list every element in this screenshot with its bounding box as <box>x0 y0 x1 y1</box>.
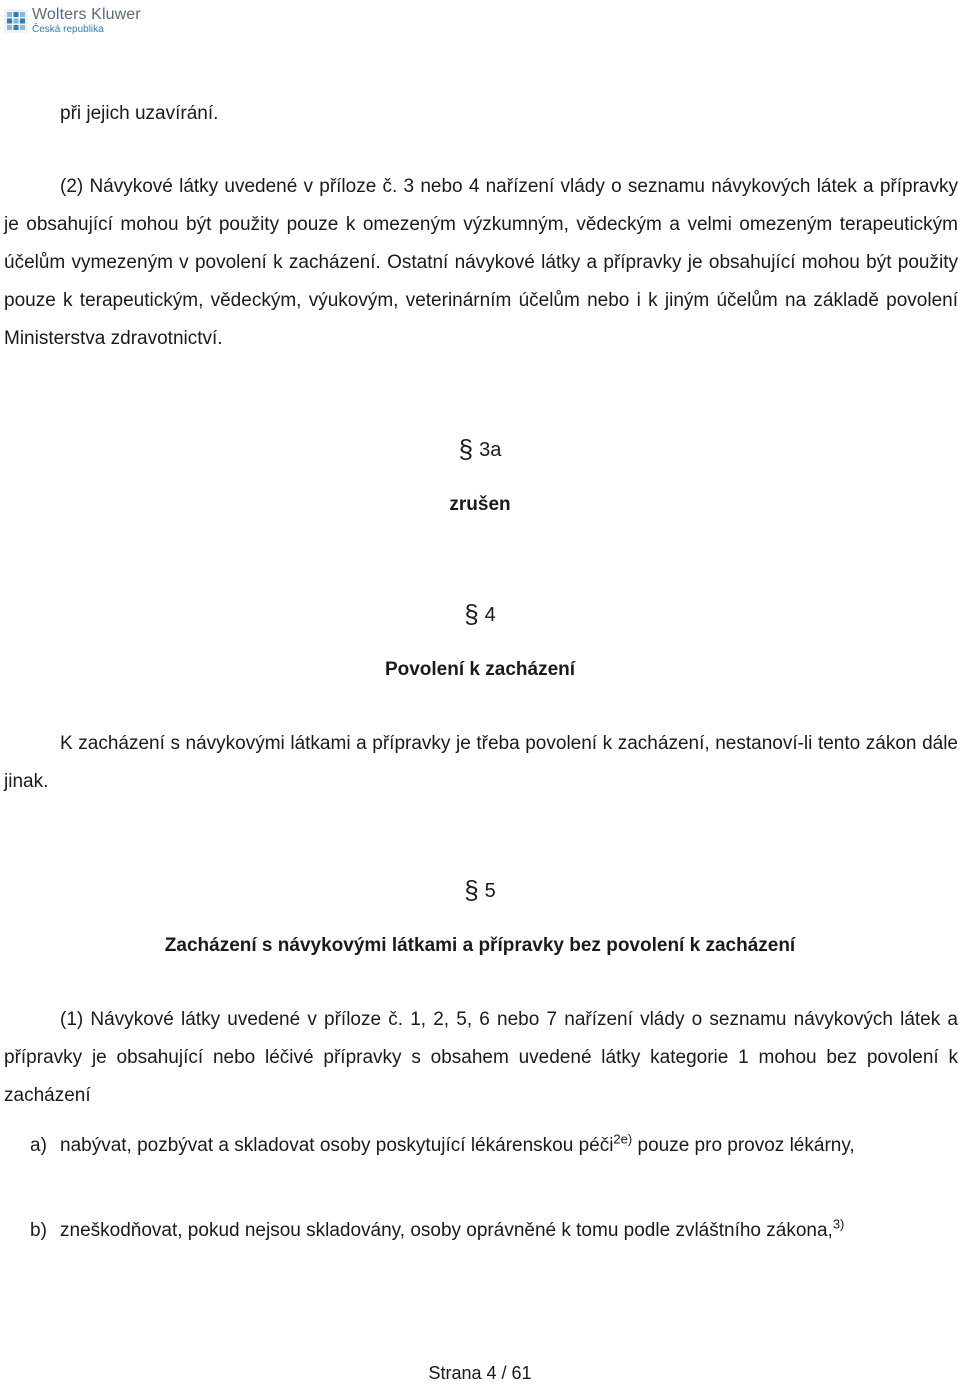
section-number: 3a <box>479 439 502 461</box>
list-item-a-text: nabývat, pozbývat a skladovat osoby poskytující lékárenskou péči <box>60 1135 614 1156</box>
section-number: 4 <box>484 604 496 626</box>
list-item-a-text-cont: pouze pro provoz lékárny, <box>632 1135 855 1156</box>
publisher-logo <box>4 4 141 38</box>
list-item-b-body <box>60 1212 958 1250</box>
section-5-paragraph-1-text: (1) Návykové látky uvedené v příloze č. 1, 2, 5, 6 nebo 7 nařízení vlády o seznamu návykových látek a přípravky je obsahující nebo léčivé přípravky s obsahem uvedené látky kategorie 1 mohou bez povolení k zacházení <box>4 1009 958 1106</box>
list-marker: a) <box>30 1135 47 1156</box>
section-4-text <box>4 725 958 801</box>
list-item-a <box>30 1127 958 1165</box>
list-marker: b) <box>30 1220 47 1241</box>
section-3a-heading <box>0 432 960 463</box>
paragraph-2-text: (2) Návykové látky uvedené v příloze č. 3 nebo 4 nařízení vlády o seznamu návykových látek a přípravky je obsahující mohou být použity pouze k omezeným výzkumným, vědeckým a velmi omezeným terapeutickým účelům vymezeným v povolení k zacházení. Ostatní návykové látky a přípravky je obsahující mohou být použity pouze k terapeutickým, vědeckým, výukovým, veterinárním účelům nebo i k jiným účelům na základě povolení Ministerstva zdravotnictví. <box>4 176 958 349</box>
section-4-text-content: K zacházení s návykovými látkami a přípravky je třeba povolení k zacházení, nestanoví-li tento zákon dále jinak. <box>4 733 958 792</box>
list-item-b <box>30 1212 958 1250</box>
section-4-heading <box>0 597 960 628</box>
section-number: 5 <box>484 880 496 902</box>
section-sign: § <box>458 434 474 464</box>
section-5-title: Zacházení s návykovými látkami a přípravky bez povolení k zacházení <box>164 935 796 956</box>
logo-brand-text: Wolters Kluwer <box>32 6 141 23</box>
paragraph-2 <box>4 168 958 358</box>
list-item-b-text: zneškodňovat, pokud nejsou skladovány, osoby oprávněné k tomu podle zvláštního zákona, <box>60 1220 833 1241</box>
text-line-top-content: při jejich uzavírání. <box>60 103 219 124</box>
section-sign: § <box>464 599 479 629</box>
page-number: Strana 4 / 61 <box>428 1363 532 1383</box>
section-sign: § <box>464 875 479 905</box>
section-3a-title: zrušen <box>449 494 511 515</box>
footnote-ref: 3) <box>832 1216 845 1232</box>
text-line-top <box>4 95 958 133</box>
list-item-a-body <box>60 1127 958 1165</box>
section-5-heading <box>0 873 960 904</box>
section-5-paragraph-1 <box>4 1001 958 1115</box>
section-4-title: Povolení k zacházení <box>384 659 576 680</box>
wolters-kluwer-logo-icon <box>4 9 28 33</box>
footnote-ref: 2e) <box>613 1131 633 1147</box>
logo-subtitle: Česká republika <box>32 24 104 35</box>
